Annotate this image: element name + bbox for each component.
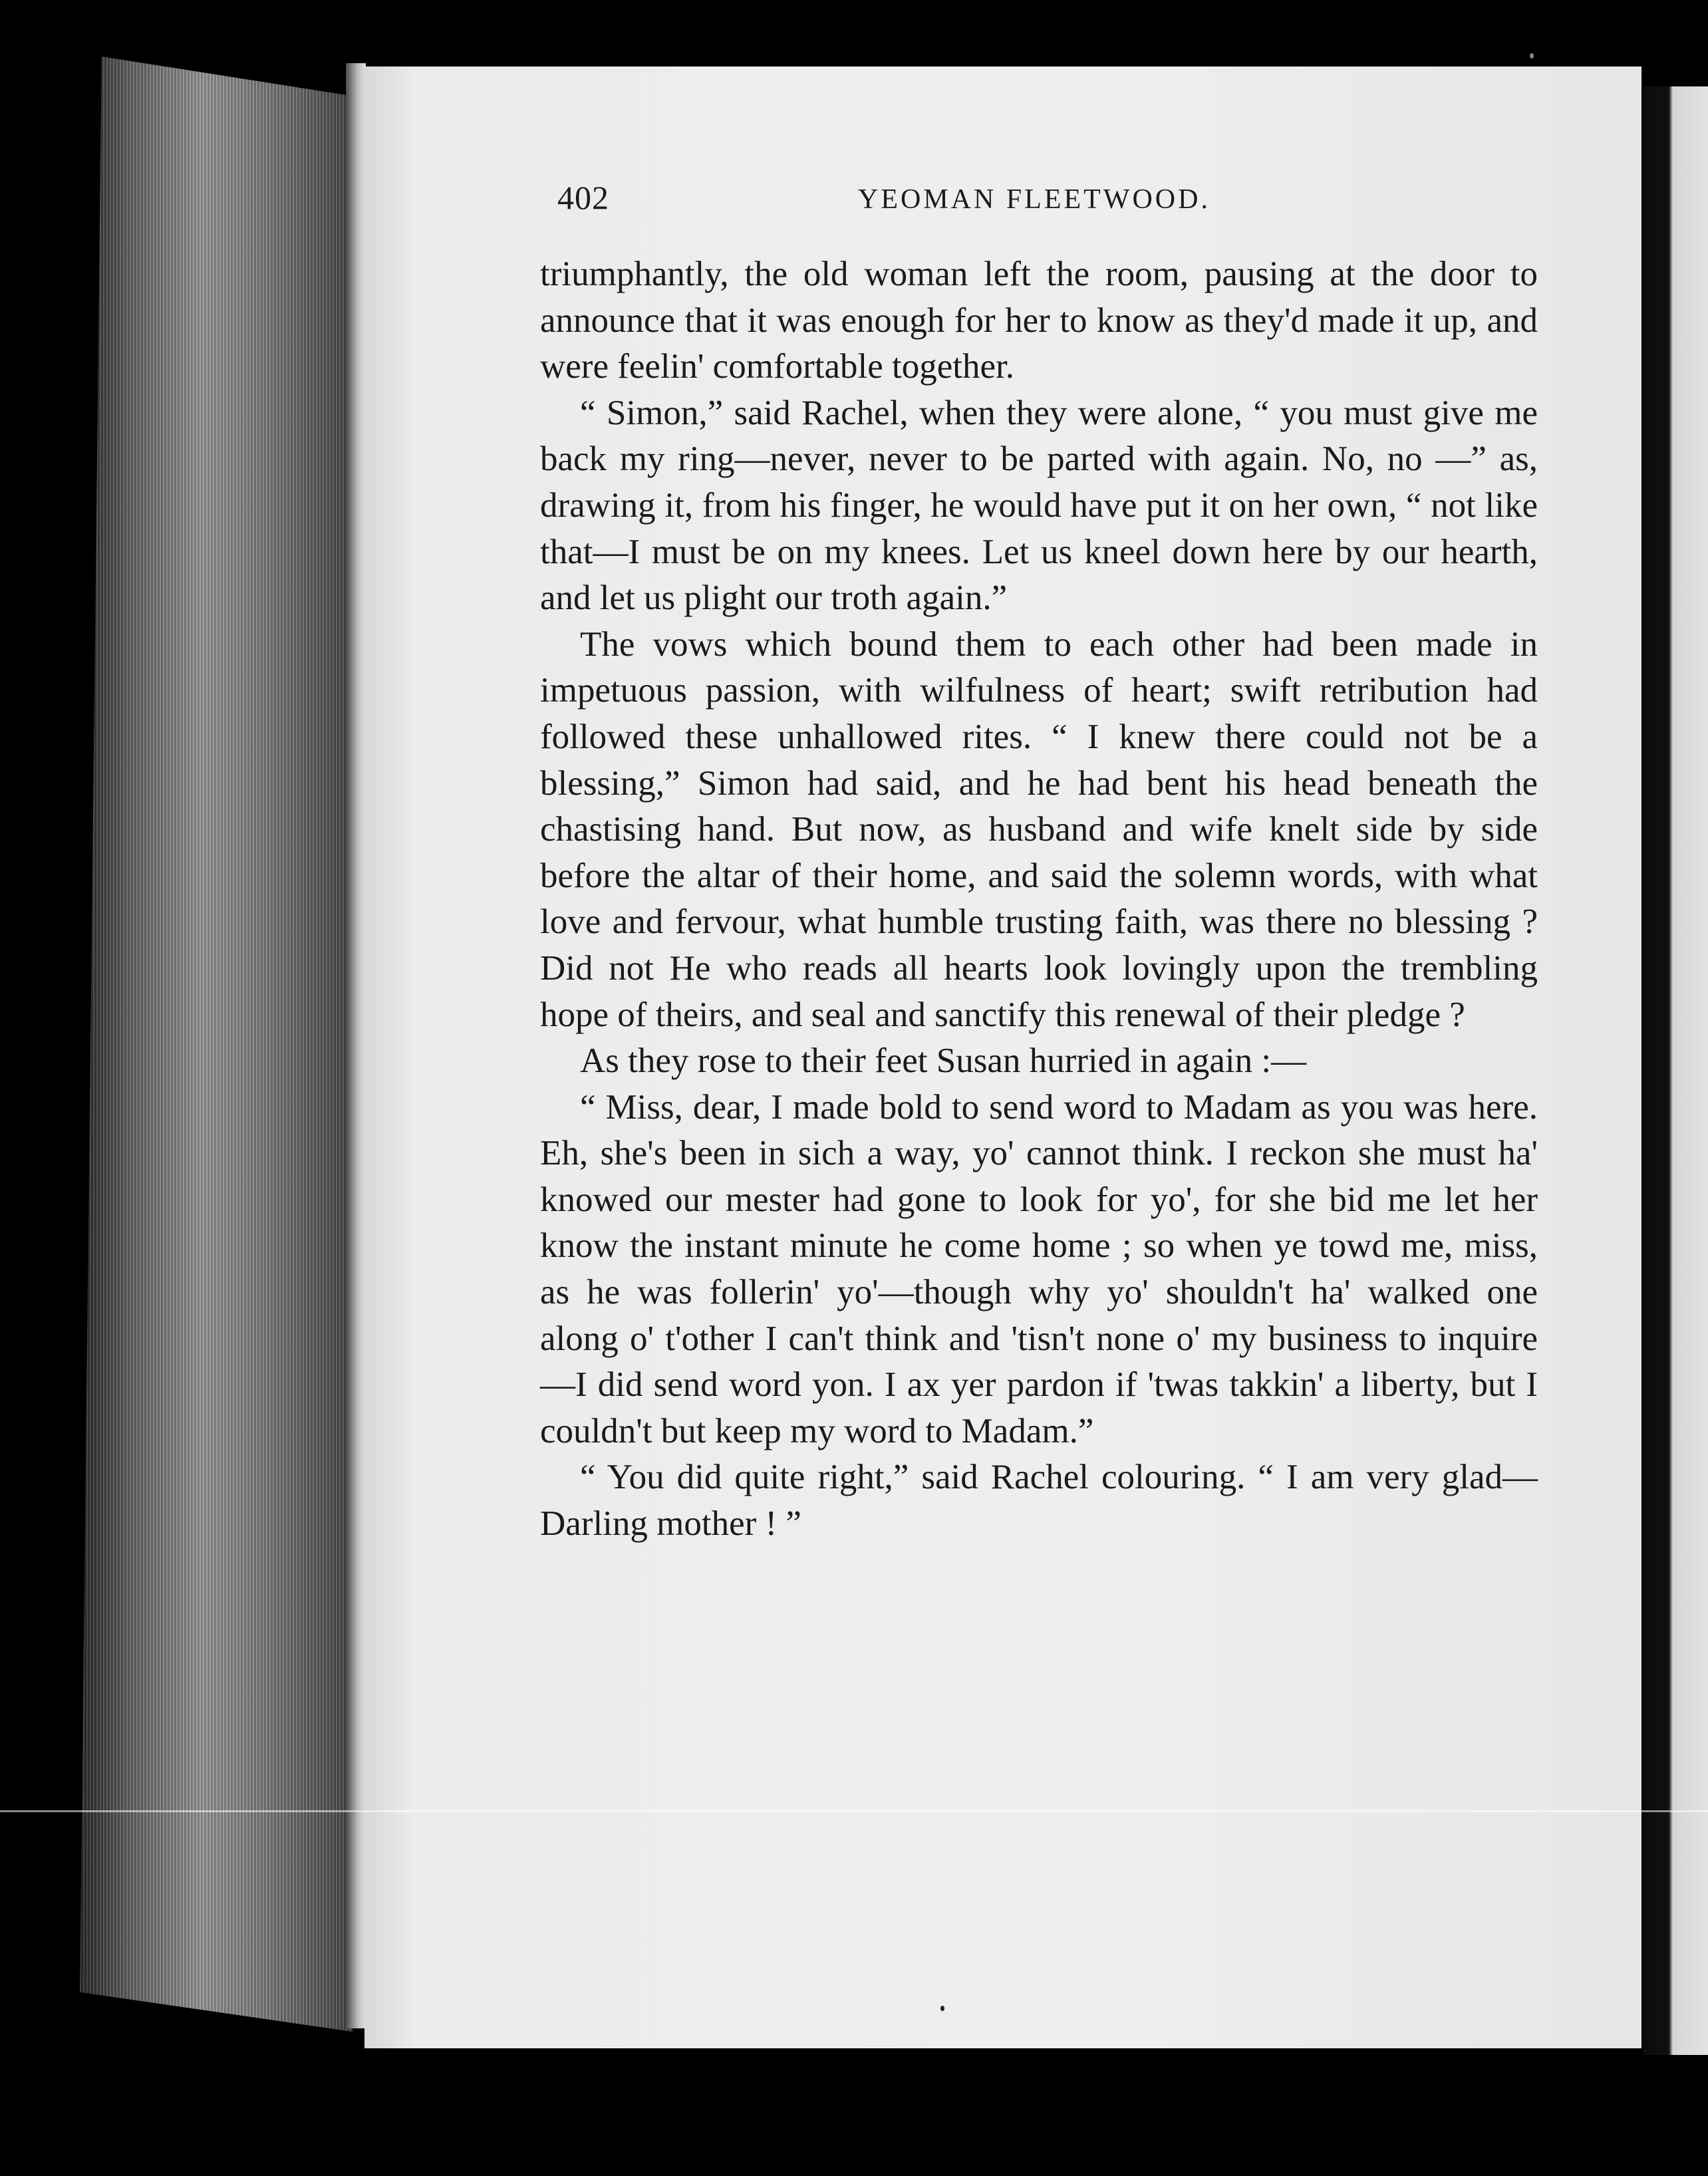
paragraph: As they rose to their feet Susan hurried in again :— [580, 1041, 1307, 1081]
scan-artifact-line [0, 1810, 1708, 1812]
dust-speck [940, 2006, 944, 2011]
book-page-edges [80, 57, 353, 2032]
dust-speck [1530, 53, 1534, 59]
facing-page-edge [1643, 86, 1708, 2055]
page-number: 402 [557, 179, 609, 216]
paragraph: “ Simon,” said Rachel, when they were alone, “ you must give me back my ring—never, never to be parted with again. No, no —” as, drawing it, from his finger, he would have put it on her own, “ not like that—I must be on my knees. Let us kneel down here by our hearth, and let us plight our troth again.” [540, 393, 1538, 618]
running-head [557, 178, 1269, 225]
paragraph: “ You did quite right,” said Rachel colouring. “ I am very glad—Darling mother ! ” [540, 1458, 1538, 1544]
book-gutter [346, 63, 366, 2028]
paragraph: “ Miss, dear, I made bold to send word to Madam as you was here. Eh, she's been in sich a way, yo' cannot think. I reckon she must ha' knowed our mester had gone to look for yo', for she bid me let her know the instant minute he come home ; so when ye towd me, miss, as he was follerin' yo'—though why yo' shouldn't ha' walked one along o' t'other I can't think and 'tisn't none o' my business to inquire—I did send word yon. I ax yer pardon if 'twas takkin' a liberty, but I couldn't but keep my word to Madam.” [540, 1087, 1538, 1450]
paragraph: triumphantly, the old woman left the room, pausing at the door to announce that it was enough for her to know as they'd made it up, and were feelin' comfortable together. [540, 255, 1538, 386]
body-text [540, 251, 1538, 1548]
paragraph: The vows which bound them to each other had been made in impetuous passion, with wilfulness of heart; swift retribution had followed these unhallowed rites. “ I knew there could not be a blessing,” Simon had said, and he had bent his head beneath the chastising hand. But now, as husband and wife knelt side by side before the altar of their home, and said the solemn words, with what love and fervour, what humble trusting faith, was there no blessing ? Did not He who reads all hearts look lovingly upon the trembling hope of theirs, and seal and sanctify this renewal of their pledge ? [540, 624, 1538, 1034]
running-title: YEOMAN FLEETWOOD. [858, 184, 1210, 215]
